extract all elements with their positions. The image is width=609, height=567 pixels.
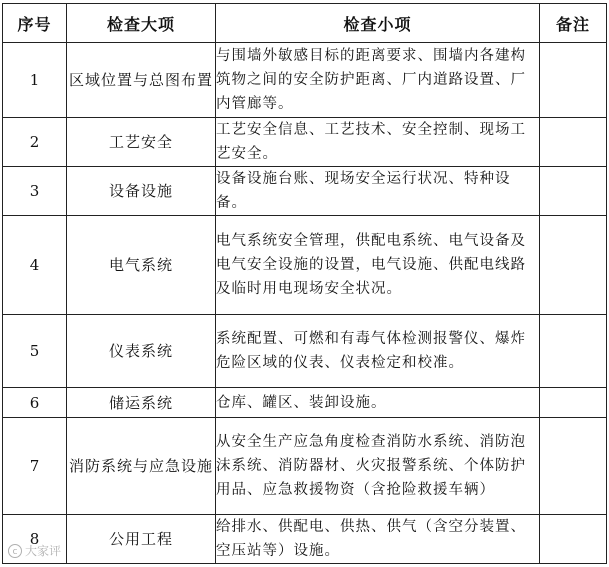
row-category: 公用工程	[67, 515, 216, 564]
row-note	[540, 315, 607, 388]
table-row	[3, 43, 607, 118]
row-detail: 电气系统安全管理，供配电系统、电气设备及电气安全设施的设置，电气设施、供配电线路及临时用电现场安全状况。	[216, 216, 540, 315]
row-note	[540, 418, 607, 515]
row-note	[540, 43, 607, 118]
row-detail: 工艺安全信息、工艺技术、安全控制、现场工艺安全。	[216, 118, 540, 167]
row-num: 2	[3, 118, 67, 167]
row-detail: 系统配置、可燃和有毒气体检测报警仪、爆炸危险区域的仪表、仪表检定和校准。	[216, 315, 540, 388]
table-row	[3, 167, 607, 216]
watermark	[8, 542, 61, 559]
row-category: 仪表系统	[67, 315, 216, 388]
row-num: 3	[3, 167, 67, 216]
row-note	[540, 515, 607, 564]
row-detail: 给排水、供配电、供热、供气（含空分装置、空压站等）设施。	[216, 515, 540, 564]
row-detail: 仓库、罐区、装卸设施。	[216, 388, 540, 418]
row-note	[540, 118, 607, 167]
row-category: 电气系统	[67, 216, 216, 315]
inspection-checklist-table	[2, 3, 607, 564]
row-num: 5	[3, 315, 67, 388]
header-detail: 检查小项	[216, 4, 540, 43]
row-category: 设备设施	[67, 167, 216, 216]
row-category: 储运系统	[67, 388, 216, 418]
row-num: 7	[3, 418, 67, 515]
watermark-logo-icon: c	[8, 544, 22, 558]
table-row	[3, 216, 607, 315]
table-row	[3, 118, 607, 167]
row-detail: 从安全生产应急角度检查消防水系统、消防泡沫系统、消防器材、火灾报警系统、个体防护用品、应急救援物资（含抢险救援车辆）	[216, 418, 540, 515]
row-num: 8	[3, 515, 67, 564]
header-num: 序号	[3, 4, 67, 43]
header-note: 备注	[540, 4, 607, 43]
header-category: 检查大项	[67, 4, 216, 43]
row-note	[540, 167, 607, 216]
table-row	[3, 515, 607, 564]
row-num: 4	[3, 216, 67, 315]
watermark-text: 大家评	[25, 544, 62, 558]
row-detail: 与围墙外敏感目标的距离要求、围墙内各建构筑物之间的安全防护距离、厂内道路设置、厂内管廊等。	[216, 43, 540, 118]
table-row	[3, 315, 607, 388]
row-detail: 设备设施台账、现场安全运行状况、特种设备。	[216, 167, 540, 216]
row-category: 消防系统与应急设施	[67, 418, 216, 515]
header-row	[3, 4, 607, 43]
row-note	[540, 388, 607, 418]
table-row	[3, 418, 607, 515]
row-num: 1	[3, 43, 67, 118]
row-num: 6	[3, 388, 67, 418]
row-note	[540, 216, 607, 315]
row-category: 工艺安全	[67, 118, 216, 167]
table-row	[3, 388, 607, 418]
row-category: 区域位置与总图布置	[67, 43, 216, 118]
